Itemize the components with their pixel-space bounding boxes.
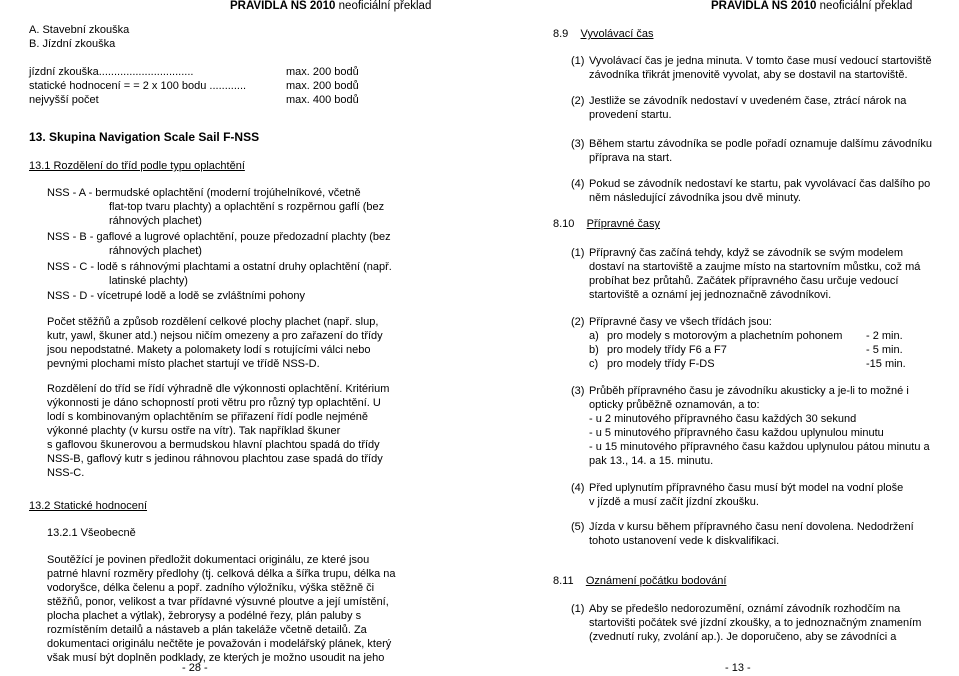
item-number: (4)	[571, 178, 585, 190]
list-key: a)	[589, 330, 599, 342]
class-line: ráhnových plachet)	[109, 245, 202, 257]
text-line: provedení startu.	[589, 109, 672, 121]
text-line: jsou nepodstatné. Makety a polomakety lodí s rotujícími válci nebo	[47, 344, 371, 356]
text-line: dostaví na startoviště a zaujme místo na startovním můstku, což má	[589, 261, 921, 273]
list-value: - 2 min.	[866, 330, 903, 342]
text-line: Přípravné časy ve všech třídách jsou:	[589, 316, 772, 328]
section-8-11: 8.11 Oznámení počátku bodování	[553, 575, 727, 587]
text-line: Počet stěžňů a způsob rozdělení celkové plochy plachet (např. slup,	[47, 316, 379, 328]
left-running-header: PRAVIDLA NS 2010 neoficiální překlad	[230, 0, 432, 12]
text-line: - u 2 minutového přípravného času každých 30 sekund	[589, 413, 857, 425]
text-line: NSS-B, gaflový kutr s jedinou ráhnovou plachtou zase spadá do třídy	[47, 453, 383, 465]
text-line: NSS-C.	[47, 467, 85, 479]
points-value: max. 400 bodů	[286, 94, 359, 106]
text-line: patrné hlavní rozměry předlohy (tj. celková délka a šířka trupu, délka na	[47, 568, 396, 580]
text-line: příprava na start.	[589, 152, 673, 164]
text-line: Průběh přípravného času je závodníku akusticky a je-li to možné i	[589, 385, 909, 397]
text-line: Pokud se závodník nedostaví ke startu, pak vyvolávací čas dalšího po	[589, 178, 931, 190]
subsection-13-1: 13.1 Rozdělení do tříd podle typu oplachtění	[29, 160, 245, 172]
text-line: vodoryšce, délka čelenu a popř. zadního výložníku, výška stěžně či	[47, 582, 375, 594]
section-8-10: 8.10 Přípravné časy	[553, 218, 661, 230]
text-line: Soutěžící je povinen předložit dokumentaci originálu, ze které jsou	[47, 554, 370, 566]
text-line: (zvednutí ruky, zvolání ap.). Je doporučeno, aby se závodníci a	[589, 631, 897, 643]
text-line: Před uplynutím přípravného času musí být model na vodní ploše	[589, 482, 904, 494]
text-line: kutr, yawl, škuner atd.) nejsou ničím omezeny a pro zařazení do třídy	[47, 330, 383, 342]
subsection-13-2: 13.2 Statické hodnocení	[29, 500, 148, 512]
points-value: max. 200 bodů	[286, 80, 359, 92]
text-line: opticky průběžně oznamován, a to:	[589, 399, 760, 411]
text-line: něm následující závodníka jsou dvě minuty.	[589, 192, 801, 204]
right-page-number: - 13 -	[725, 662, 751, 674]
class-line: NSS - B - gaflové a lugrové oplachtění, pouze předozadní plachty (bez	[47, 231, 391, 243]
text-line: - u 5 minutového přípravného času každou uplynulou minutu	[589, 427, 884, 439]
text-line: Vyvolávací čas je jedna minuta. V tomto čase musí vedoucí startoviště	[589, 55, 932, 67]
item-number: (3)	[571, 138, 585, 150]
list-item-b: B. Jízdní zkouška	[29, 38, 116, 50]
list-value: - 5 min.	[866, 344, 903, 356]
list-label: pro modely třídy F6 a F7	[607, 344, 727, 356]
item-number: (2)	[571, 316, 585, 328]
left-page-number: - 28 -	[182, 662, 208, 674]
class-line: NSS - C - lodě s ráhnovými plachtami a ostatní druhy oplachtění (např.	[47, 261, 392, 273]
points-value: max. 200 bodů	[286, 66, 359, 78]
text-line: plocha plachet a výtlak), žebrorysy a podélné řezy, plán paluby s	[47, 610, 362, 622]
class-line: latinské plachty)	[109, 275, 188, 287]
text-line: Jestliže se závodník nedostaví v uvedeném čase, ztrácí nárok na	[589, 95, 907, 107]
text-line: výkonné plachty (v kursu ostře na vítr). Tak například škuner	[47, 425, 341, 437]
text-line: startoviště a oznámí jej jednoznačně závodníkovi.	[589, 289, 832, 301]
text-line: Během startu závodníka se podle pořadí oznamuje dalšímu závodníku	[589, 138, 933, 150]
text-line: závodníka třikrát jmenovitě vyvolat, aby se dostavil na startoviště.	[589, 69, 908, 81]
text-line: pak 13., 14. a 15. minutu.	[589, 455, 714, 467]
text-line: lodí s kombinovaným oplachtěním se přiřazení řídí podle nejméně	[47, 411, 369, 423]
item-number: (1)	[571, 603, 585, 615]
class-line: NSS - D - vícetrupé lodě a lodě se zvláštními pohony	[47, 290, 306, 302]
list-key: c)	[589, 358, 599, 370]
item-number: (5)	[571, 521, 585, 533]
text-line: pevnými plochami místo plachet startují ve třídě NSS-D.	[47, 358, 320, 370]
text-line: s gaflovou škunerovou a bermudskou hlavní plachtou spadá do třídy	[47, 439, 380, 451]
item-number: (4)	[571, 482, 585, 494]
text-line: v jízdě a musí začít jízdní zkoušku.	[589, 496, 759, 508]
text-line: stěžňů, ponor, velikost a tvar přídavné výsuvné ploutve a její umístění,	[47, 596, 389, 608]
list-key: b)	[589, 344, 599, 356]
item-number: (3)	[571, 385, 585, 397]
text-line: rozmístěním detailů a nástaveb a plán takeláže včetně detailů. Za	[47, 624, 367, 636]
points-label: nejvyšší počet	[29, 94, 99, 106]
text-line: probíhat bez průtahů. Začátek přípravného času určuje vedoucí	[589, 275, 899, 287]
text-line: Aby se předešlo nedorozumění, oznámí závodník rozhodčím na	[589, 603, 901, 615]
item-number: (1)	[571, 247, 585, 259]
text-line: Rozdělení do tříd se řídí výhradně dle výkonnosti oplachtění. Kritérium	[47, 383, 390, 395]
text-line: startovišti počátek své jízdní zkoušky, a to jednoznačným znamením	[589, 617, 922, 629]
right-running-header: PRAVIDLA NS 2010 neoficiální překlad	[711, 0, 913, 12]
list-label: pro modely s motorovým a plachetním pohonem	[607, 330, 843, 342]
text-line: - u 15 minutového přípravného času každou uplynulou pátou minutu a	[589, 441, 930, 453]
section-8-9: 8.9 Vyvolávací čas	[553, 28, 654, 40]
text-line: dokumentaci originálu nečtěte je považován i modelářský plánek, který	[47, 638, 392, 650]
class-line: NSS - A - bermudské oplachtění (moderní trojúhelníkové, včetně	[47, 187, 361, 199]
list-item-a: A. Stavební zkouška	[29, 24, 130, 36]
text-line: výkonnosti je dáno schopností proti větru pro různý typ oplachtění. U	[47, 397, 381, 409]
text-line: Přípravný čas začíná tehdy, když se závodník se svým modelem	[589, 247, 904, 259]
list-value: -15 min.	[866, 358, 906, 370]
class-line: ráhnových plachet)	[109, 215, 202, 227]
class-line: flat-top tvaru plachty) a oplachtění s rozpěrnou gaflí (bez	[109, 201, 385, 213]
list-label: pro modely třídy F-DS	[607, 358, 715, 370]
text-line: tohoto ustanovení vede k diskvalifikaci.	[589, 535, 780, 547]
subsection-13-2-1: 13.2.1 Všeobecně	[47, 527, 136, 539]
points-label: statické hodnocení = = 2 x 100 bodu ............	[29, 80, 247, 92]
points-label: jízdní zkouška...............................	[29, 66, 194, 78]
text-line: však musí být doplněn podklady, ze kterých je možno usoudit na jeho	[47, 652, 385, 664]
item-number: (2)	[571, 95, 585, 107]
section-title-13: 13. Skupina Navigation Scale Sail F-NSS	[29, 130, 260, 144]
item-number: (1)	[571, 55, 585, 67]
text-line: Jízda v kursu během přípravného času není dovolena. Nedodržení	[589, 521, 914, 533]
